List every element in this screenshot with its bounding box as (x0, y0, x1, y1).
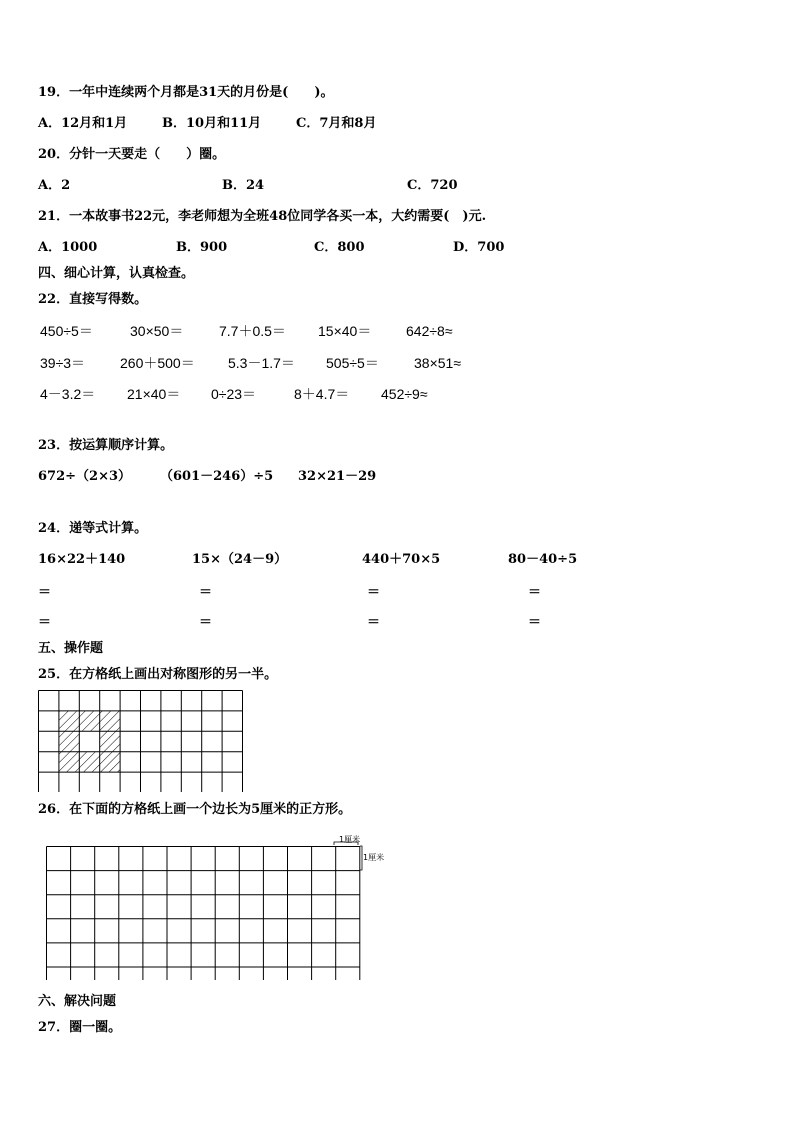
q22-item: 0÷23＝ (211, 386, 257, 402)
q27-stem: 27．圈一圈。 (38, 1020, 122, 1035)
unit-label-vertical: 1厘米 (363, 853, 385, 862)
shaded-cell (100, 752, 120, 772)
q25-stem: 25．在方格纸上画出对称图形的另一半。 (38, 667, 278, 682)
q20-option-b[interactable]: B．24 (222, 178, 265, 193)
q19-option-b[interactable]: B．10月和11月 (162, 116, 262, 131)
unit-bracket-horizontal (334, 842, 358, 845)
q24-item: 80－40÷5 (508, 552, 578, 567)
q22-item: 5.3－1.7＝ (228, 355, 295, 371)
equals-sign: ＝ (199, 615, 213, 630)
q23-item: 672÷（2×3） (38, 469, 132, 484)
q21-option-b[interactable]: B．900 (176, 240, 228, 255)
shaded-cell (59, 731, 79, 751)
q22-item: 38×51≈ (414, 355, 462, 371)
equals-sign: ＝ (528, 585, 542, 600)
q19-option-a[interactable]: A．12月和1月 (38, 116, 128, 131)
equals-sign: ＝ (38, 585, 52, 600)
q22-stem: 22．直接写得数。 (38, 292, 148, 307)
q23-stem: 23．按运算顺序计算。 (38, 438, 174, 453)
q22-item: 21×40＝ (127, 386, 181, 402)
q22-item: 260＋500＝ (120, 355, 195, 371)
q22-item: 450÷5＝ (40, 323, 93, 339)
q22-item: 39÷3＝ (40, 355, 86, 371)
shaded-cell (100, 711, 120, 731)
q24-stem: 24．递等式计算。 (38, 521, 148, 536)
symmetry-grid[interactable] (38, 690, 244, 792)
unit-label-horizontal: 1厘米 (339, 835, 361, 844)
q24-item: 440＋70×5 (362, 552, 441, 567)
shaded-cell (100, 731, 120, 751)
section-6-heading: 六、解决问题 (38, 994, 117, 1009)
q22-item: 8＋4.7＝ (294, 386, 350, 402)
q21-option-c[interactable]: C．800 (314, 240, 365, 255)
q20-stem: 20．分针一天要走（ ）圈。 (38, 147, 226, 162)
q23-item: 32×21－29 (298, 469, 377, 484)
equals-sign: ＝ (199, 585, 213, 600)
shaded-cell (59, 752, 79, 772)
q21-option-d[interactable]: D．700 (453, 240, 505, 255)
equals-sign: ＝ (528, 615, 542, 630)
q24-item: 15×（24－9） (192, 552, 288, 567)
equals-sign: ＝ (367, 585, 381, 600)
equals-sign: ＝ (38, 615, 52, 630)
q22-item: 505÷5＝ (326, 355, 379, 371)
q20-option-c[interactable]: C．720 (407, 178, 458, 193)
q26-stem: 26．在下面的方格纸上画一个边长为5厘米的正方形。 (38, 802, 352, 817)
equals-sign: ＝ (367, 615, 381, 630)
shaded-cell (59, 711, 79, 731)
shaded-cell (79, 711, 99, 731)
q19-stem: 19．一年中连续两个月都是31天的月份是( )。 (38, 85, 334, 100)
q22-item: 30×50＝ (130, 323, 184, 339)
q22-item: 7.7＋0.5＝ (219, 323, 286, 339)
square-drawing-grid[interactable] (46, 840, 364, 980)
section-4-heading: 四、细心计算，认真检查。 (38, 266, 195, 281)
q21-option-a[interactable]: A．1000 (38, 240, 98, 255)
shaded-cell (79, 752, 99, 772)
q21-stem: 21．一本故事书22元，李老师想为全班48位同学各买一本，大约需要( )元. (38, 209, 487, 224)
q20-option-a[interactable]: A．2 (38, 178, 71, 193)
q19-option-c[interactable]: C．7月和8月 (296, 116, 377, 131)
q24-item: 16×22＋140 (38, 552, 126, 567)
q22-item: 4－3.2＝ (40, 386, 96, 402)
section-5-heading: 五、操作题 (38, 641, 104, 656)
q22-item: 452÷9≈ (381, 386, 428, 402)
q22-item: 15×40＝ (318, 323, 372, 339)
q22-item: 642÷8≈ (406, 323, 453, 339)
q23-item: （601－246）÷5 (160, 469, 274, 484)
